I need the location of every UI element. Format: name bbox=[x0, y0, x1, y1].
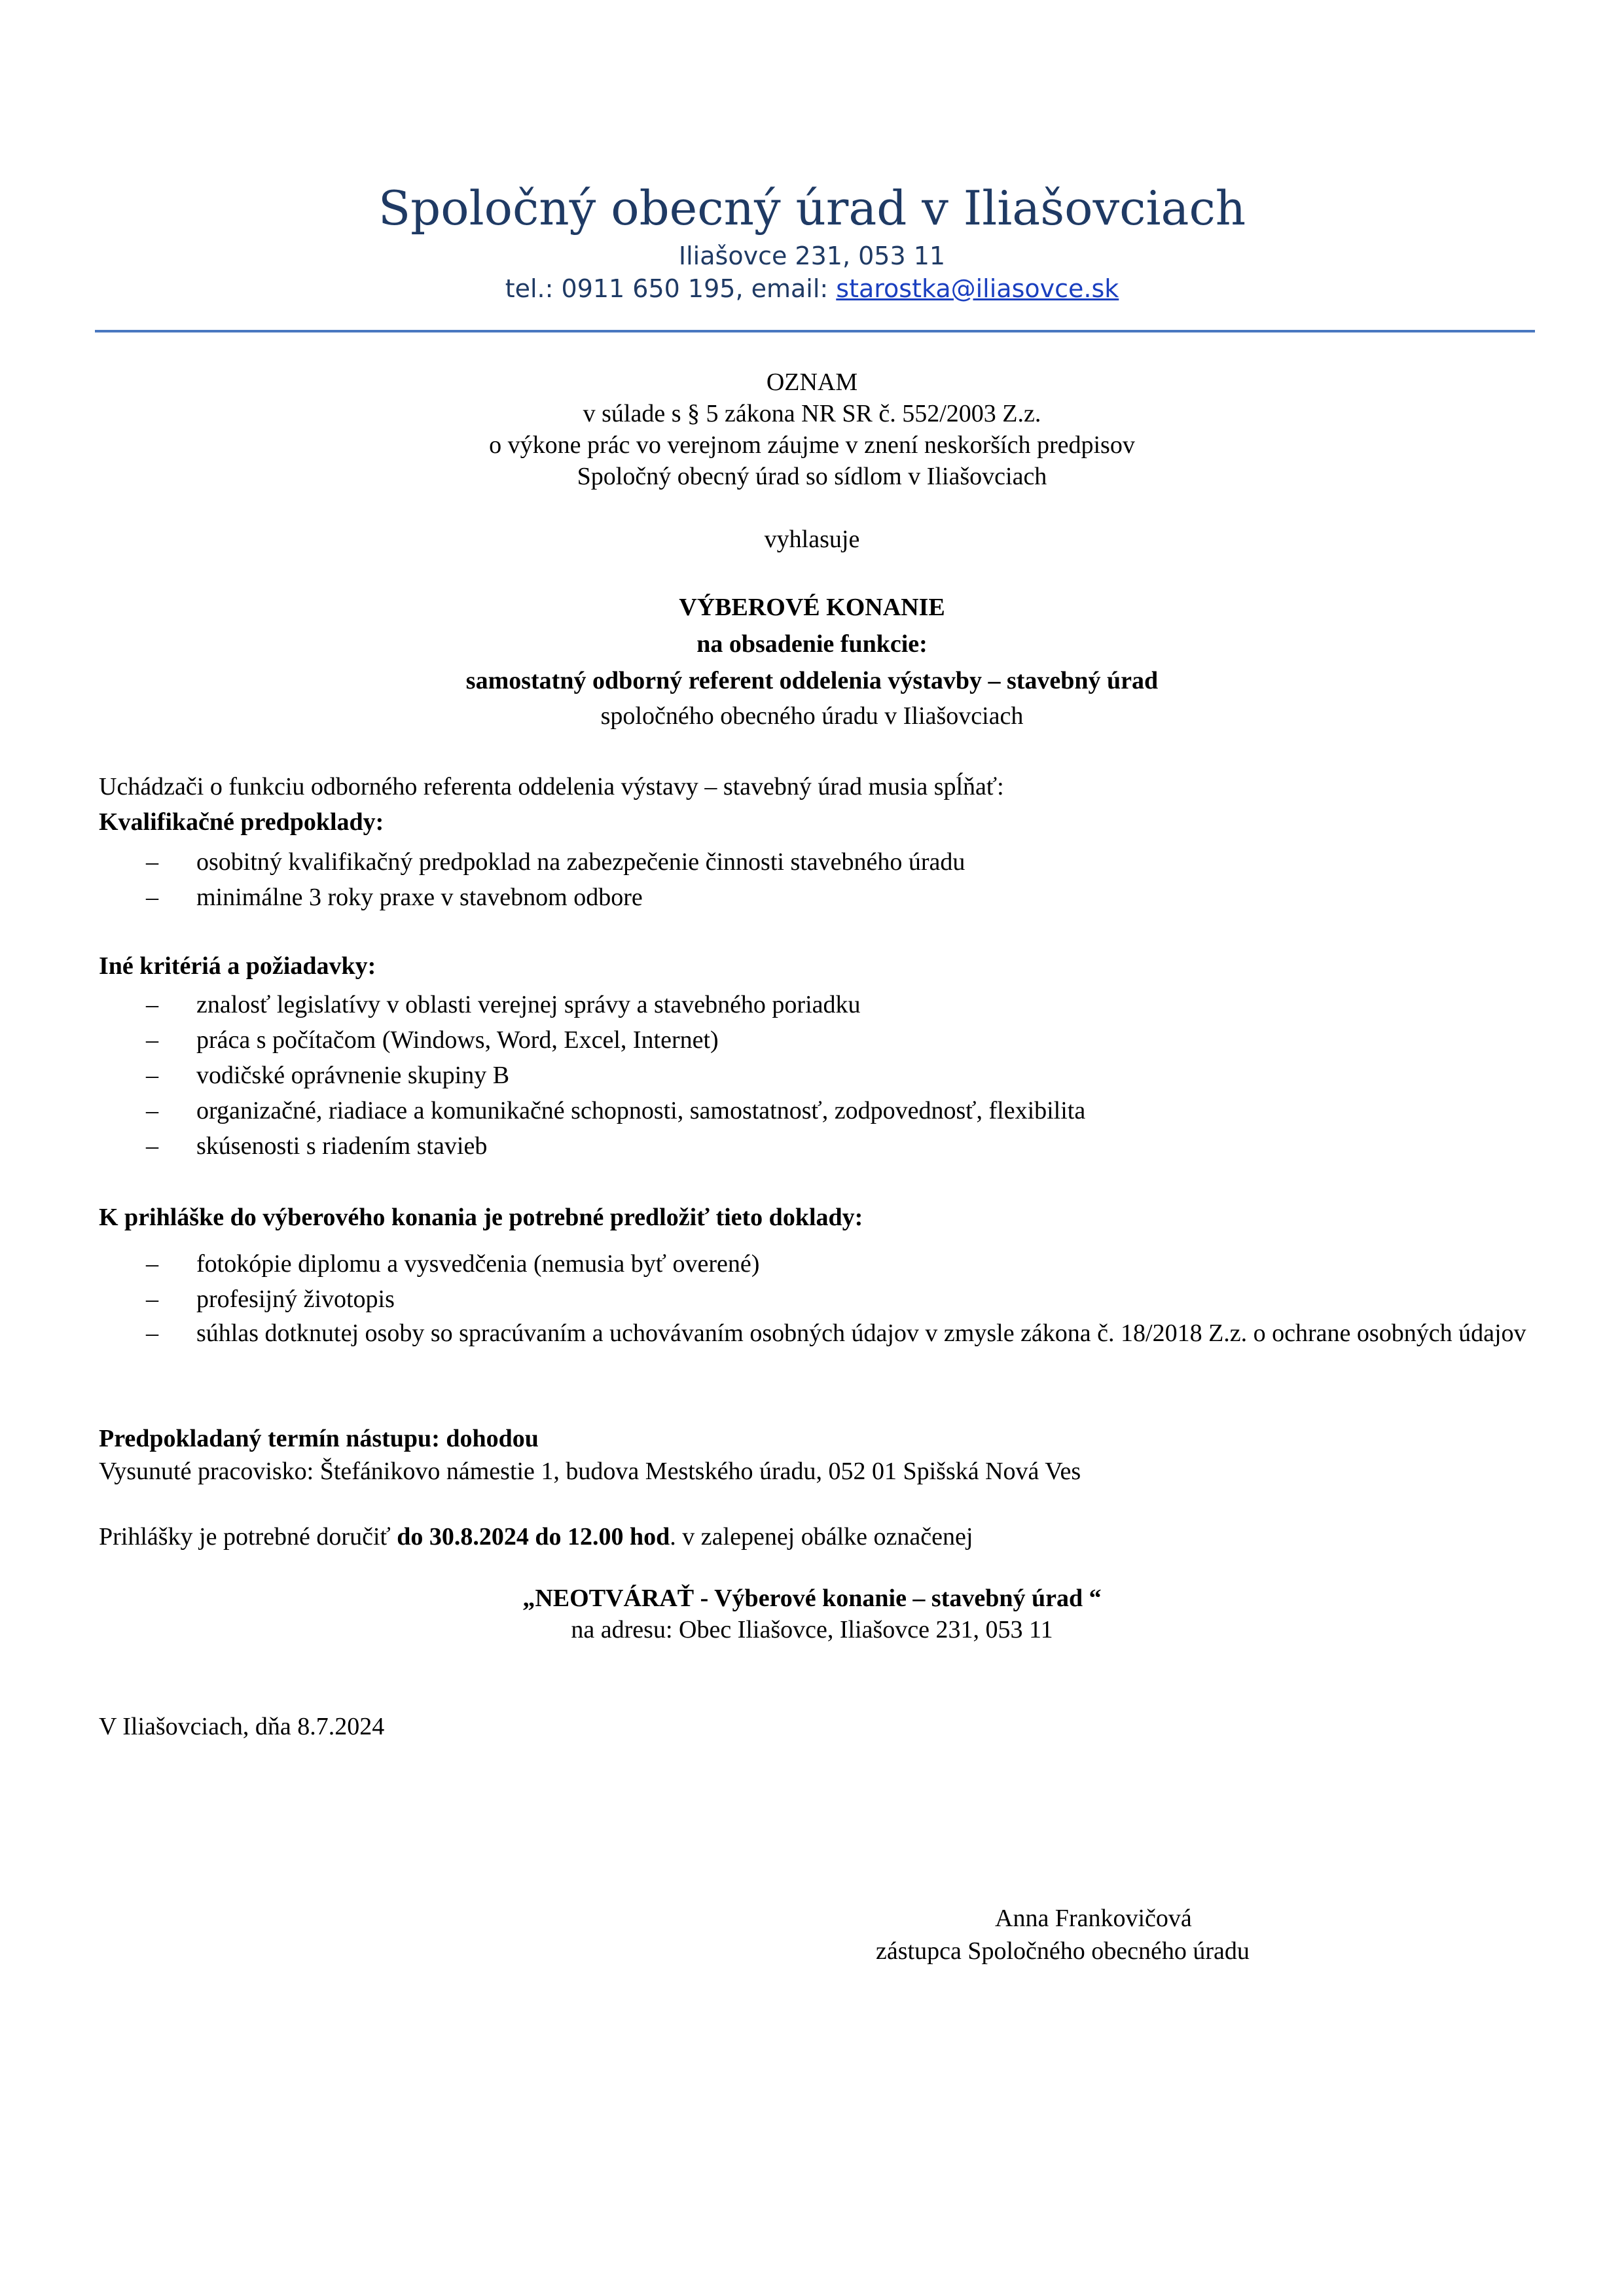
notice-subtitle: na obsadenie funkcie: bbox=[696, 630, 928, 658]
list-item bbox=[99, 844, 1538, 880]
delivery-address: na adresu: Obec Iliašovce, Iliašovce 231, 053 11 bbox=[571, 1616, 1053, 1643]
list-item-text: vodičské oprávnenie skupiny B bbox=[196, 1062, 510, 1089]
notice-title: VÝBEROVÉ KONANIE bbox=[679, 594, 945, 621]
notice-office-line: Spoločný obecný úrad so sídlom v Iliašovciach bbox=[577, 463, 1047, 490]
deadline-line bbox=[99, 1521, 973, 1552]
other-criteria-list bbox=[99, 987, 1538, 1164]
signature-role: zástupca Spoločného obecného úradu bbox=[876, 1937, 1250, 1965]
dash-bullet: – bbox=[146, 1062, 158, 1089]
list-item bbox=[99, 1128, 1538, 1164]
dash-bullet: – bbox=[146, 884, 158, 911]
list-item bbox=[99, 1093, 1538, 1128]
list-item-text: profesijný životopis bbox=[196, 1285, 395, 1313]
dash-bullet: – bbox=[146, 991, 158, 1018]
list-item-text: osobitný kvalifikačný predpoklad na zabezpečenie činnosti stavebného úradu bbox=[196, 848, 965, 876]
other-criteria-heading: Iné kritériá a požiadavky: bbox=[99, 952, 376, 980]
list-item-text: minimálne 3 roky praxe v stavebnom odbore bbox=[196, 884, 643, 911]
list-item-text: skúsenosti s riadením stavieb bbox=[196, 1132, 488, 1160]
dash-bullet: – bbox=[146, 1132, 158, 1160]
letterhead-title: Spoločný obecný úrad v Iliašovciach bbox=[378, 181, 1246, 236]
list-item bbox=[99, 1317, 1538, 1350]
letterhead-contact bbox=[0, 272, 1624, 305]
workplace: Vysunuté pracovisko: Štefánikovo námestie 1, budova Mestského úradu, 052 01 Spišská Nová Ves bbox=[99, 1458, 1081, 1485]
start-term: Predpokladaný termín nástupu: dohodou bbox=[99, 1425, 539, 1452]
email-link[interactable]: starostka@iliasovce.sk bbox=[836, 274, 1119, 303]
list-item-text: práca s počítačom (Windows, Word, Excel, Internet) bbox=[196, 1026, 719, 1054]
dash-bullet: – bbox=[146, 1250, 158, 1278]
list-item bbox=[99, 1058, 1538, 1093]
dash-bullet: – bbox=[146, 1026, 158, 1054]
deadline-prefix: Prihlášky je potrebné doručiť bbox=[99, 1523, 397, 1551]
list-item-text: súhlas dotknutej osoby so spracúvaním a uchovávaním osobných údajov v zmysle zákona č. 18/2018 Z.z. o ochrane osobných údajov bbox=[196, 1319, 1526, 1347]
qualification-list bbox=[99, 844, 1538, 915]
deadline-date: do 30.8.2024 do 12.00 hod bbox=[397, 1523, 670, 1551]
list-item bbox=[99, 1246, 1538, 1282]
qualification-heading: Kvalifikačné predpoklady: bbox=[99, 808, 384, 836]
list-item-text: znalosť legislatívy v oblasti verejnej správy a stavebného poriadku bbox=[196, 991, 861, 1018]
documents-heading: K prihláške do výberového konania je potrebné predložiť tieto doklady: bbox=[99, 1204, 863, 1231]
dash-bullet: – bbox=[146, 848, 158, 876]
notice-law-line-2: o výkone prác vo verejnom záujme v znení neskorších predpisov bbox=[489, 431, 1135, 459]
dash-bullet: – bbox=[146, 1097, 158, 1124]
deadline-suffix: . v zalepenej obálke označenej bbox=[670, 1523, 973, 1551]
signature-name: Anna Frankovičová bbox=[995, 1905, 1192, 1932]
notice-heading: OZNAM bbox=[766, 368, 858, 396]
list-item bbox=[99, 987, 1538, 1022]
notice-announces: vyhlasuje bbox=[764, 526, 860, 553]
contact-phone-text: tel.: 0911 650 195, email: bbox=[505, 274, 837, 303]
list-item-text: fotokópie diplomu a vysvedčenia (nemusia byť overené) bbox=[196, 1250, 760, 1278]
list-item bbox=[99, 1282, 1538, 1317]
place-date: V Iliašovciach, dňa 8.7.2024 bbox=[99, 1713, 385, 1740]
requirements-intro: Uchádzači o funkciu odborného referenta oddelenia výstavy – stavebný úrad musia spĺňať: bbox=[99, 773, 1004, 800]
letterhead-address: Iliašovce 231, 053 11 bbox=[678, 242, 946, 270]
notice-law-line: v súlade s § 5 zákona NR SR č. 552/2003 Z.z. bbox=[583, 400, 1041, 427]
list-item-text: organizačné, riadiace a komunikačné schopnosti, samostatnosť, zodpovednosť, flexibilita bbox=[196, 1097, 1086, 1124]
notice-position: samostatný odborný referent oddelenia výstavby – stavebný úrad bbox=[465, 667, 1159, 694]
list-item bbox=[99, 1022, 1538, 1058]
documents-list bbox=[99, 1246, 1538, 1350]
notice-office-of: spoločného obecného úradu v Iliašovciach bbox=[600, 702, 1024, 730]
letterhead-divider bbox=[95, 330, 1535, 332]
dash-bullet: – bbox=[146, 1285, 158, 1313]
dash-bullet: – bbox=[146, 1319, 158, 1347]
list-item bbox=[99, 880, 1538, 915]
envelope-label: „NEOTVÁRAŤ - Výberové konanie – stavebný úrad “ bbox=[522, 1585, 1102, 1612]
